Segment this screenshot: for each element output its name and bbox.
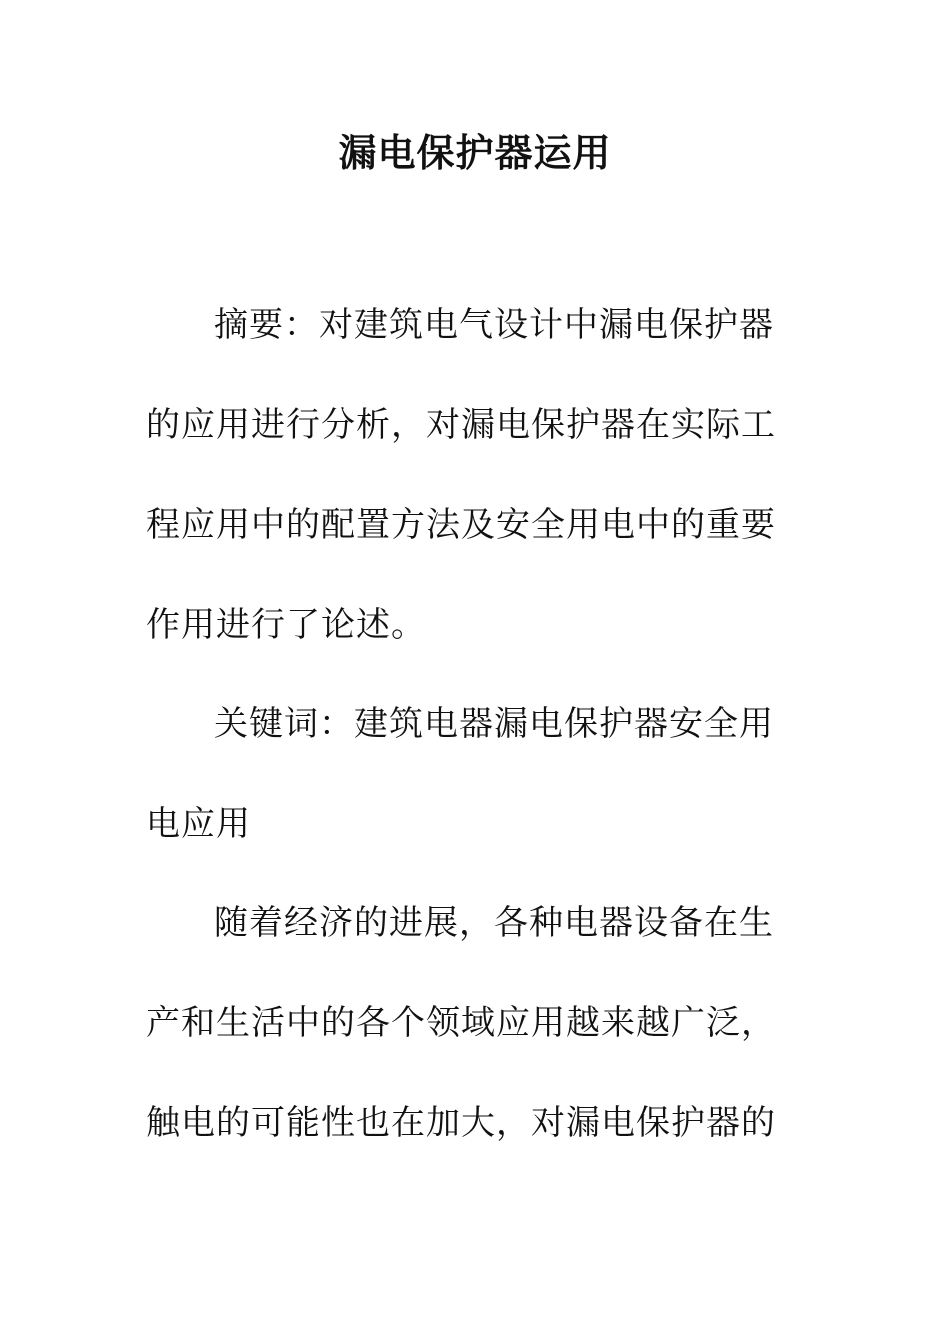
abstract-line-1: 摘要：对建筑电气设计中漏电保护器 [214,305,774,345]
keywords-line-1: 关键词：建筑电器漏电保护器安全用 [214,704,774,744]
document-title: 漏电保护器运用 [338,130,612,175]
abstract-line-2: 的应用进行分析，对漏电保护器在实际工 [146,405,776,445]
body-line-2: 产和生活中的各个领域应用越来越广泛， [146,1003,776,1043]
body-line-3: 触电的可能性也在加大，对漏电保护器的 [146,1103,776,1143]
abstract-line-4: 作用进行了论述。 [146,605,426,645]
abstract-line-3: 程应用中的配置方法及安全用电中的重要 [146,505,776,545]
body-line-1: 随着经济的进展，各种电器设备在生 [214,903,774,943]
keywords-line-2: 电应用 [146,804,251,844]
